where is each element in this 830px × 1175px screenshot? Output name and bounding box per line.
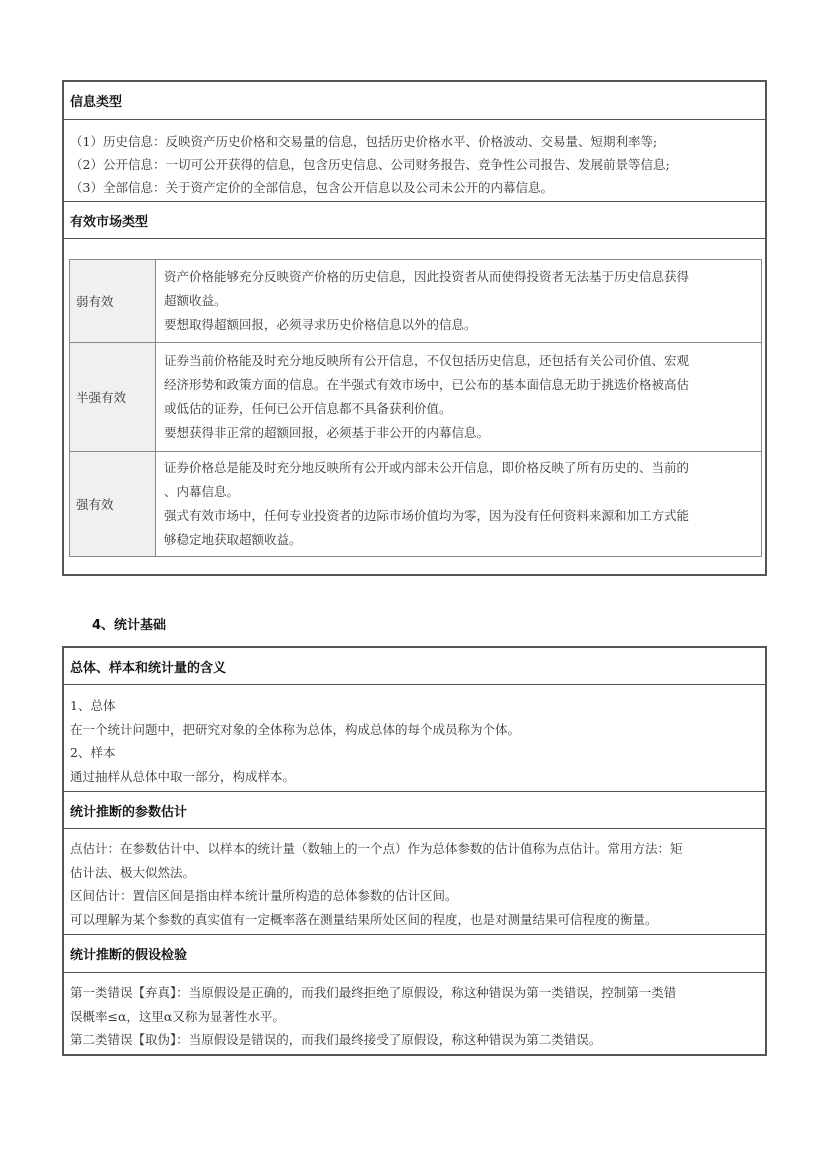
desc-line: 经济形势和政策方面的信息。在半强式有效市场中，已公布的基本面信息无助于挑选价格被高估 <box>164 377 690 392</box>
market-label-semi-strong: 半强有效 <box>70 343 156 452</box>
market-type-table <box>69 259 762 557</box>
desc-line: 要想取得超额回报，必须寻求历史价格信息以外的信息。 <box>164 317 477 332</box>
market-type-header <box>64 202 765 239</box>
desc-line: 资产价格能够充分反映资产价格的历史信息，因此投资者从而使得投资者无法基于历史信息获得 <box>164 269 690 284</box>
market-label-weak: 弱有效 <box>70 260 156 343</box>
statistics-box <box>62 646 767 1056</box>
desc-line: 证券当前价格能及时充分地反映所有公开信息，不仅包括历史信息，还包括有关公司价值、宏观 <box>164 353 690 368</box>
parameter-estimation-header <box>64 792 765 829</box>
body-line: 第二类错误【取伪】：当原假设是错误的，而我们最终接受了原假设，称这种错误为第二类错误。 <box>70 1032 602 1047</box>
body-line: 1、总体 <box>70 698 116 713</box>
info-type-title: 信息类型 <box>70 95 123 110</box>
population-sample-body <box>64 685 765 792</box>
info-type-body <box>64 120 765 202</box>
table-row <box>70 260 762 343</box>
hypothesis-testing-title: 统计推断的假设检验 <box>70 948 188 963</box>
hypothesis-testing-body <box>64 973 765 1054</box>
market-label-strong: 强有效 <box>70 452 156 557</box>
body-line: 误概率≤α，这里α又称为显著性水平。 <box>70 1008 285 1024</box>
body-line: 区间估计：置信区间是指由样本统计量所构造的总体参数的估计区间。 <box>70 888 458 903</box>
market-type-title: 有效市场类型 <box>70 214 149 230</box>
market-desc-weak <box>156 260 762 343</box>
market-desc-semi-strong <box>156 343 762 452</box>
desc-line: 证券价格总是能及时充分地反映所有公开或内部未公开信息，即价格反映了所有历史的、当前的 <box>164 460 690 475</box>
info-market-box <box>62 80 767 576</box>
info-line-public: （2）公开信息：一切可公开获得的信息，包含历史信息、公司财务报告、竞争性公司报告、发展前景等信息; <box>70 157 670 172</box>
body-line: 通过抽样从总体中取一部分，构成样本。 <box>70 768 296 784</box>
parameter-estimation-body <box>64 829 765 935</box>
desc-line: 或低估的证券，任何已公开信息都不具备获利价值。 <box>164 401 452 416</box>
market-type-body <box>64 239 765 574</box>
section-title-statistics: 4、统计基础 <box>92 618 167 633</box>
parameter-estimation-title: 统计推断的参数估计 <box>70 804 188 820</box>
market-desc-strong <box>156 452 762 557</box>
info-type-header <box>64 82 765 120</box>
desc-line: 强式有效市场中，任何专业投资者的边际市场价值均为零，因为没有任何资料来源和加工方式能 <box>164 508 690 523</box>
population-sample-header <box>64 648 765 685</box>
body-line: 估计法、极大似然法。 <box>70 864 196 880</box>
table-row <box>70 452 762 557</box>
population-sample-title: 总体、样本和统计量的含义 <box>70 660 227 676</box>
desc-line: 超额收益。 <box>164 293 227 308</box>
body-line: 2、样本 <box>70 745 116 760</box>
body-line: 在一个统计问题中，把研究对象的全体称为总体，构成总体的每个成员称为个体。 <box>70 721 521 737</box>
body-line: 第一类错误【弃真】：当原假设是正确的，而我们最终拒绝了原假设，称这种错误为第一类错误，控制第一类错 <box>70 985 677 1000</box>
table-row <box>70 343 762 452</box>
desc-line: 够稳定地获取超额收益。 <box>164 532 302 547</box>
info-line-all: （3）全部信息：关于资产定价的全部信息，包含公开信息以及公司未公开的内幕信息。 <box>70 180 553 195</box>
body-line: 点估计：在参数估计中、以样本的统计量（数轴上的一个点）作为总体参数的估计值称为点估计。常用方法：矩 <box>70 841 683 856</box>
hypothesis-testing-header <box>64 935 765 973</box>
desc-line: 要想获得非正常的超额回报，必须基于非公开的内幕信息。 <box>164 425 490 440</box>
info-line-history: （1）历史信息：反映资产历史价格和交易量的信息，包括历史价格水平、价格波动、交易量、短期利率等; <box>70 134 658 149</box>
body-line: 可以理解为某个参数的真实值有一定概率落在测量结果所处区间的程度，也是对测量结果可信程度的衡量。 <box>70 911 658 927</box>
desc-line: 、内幕信息。 <box>164 484 240 499</box>
